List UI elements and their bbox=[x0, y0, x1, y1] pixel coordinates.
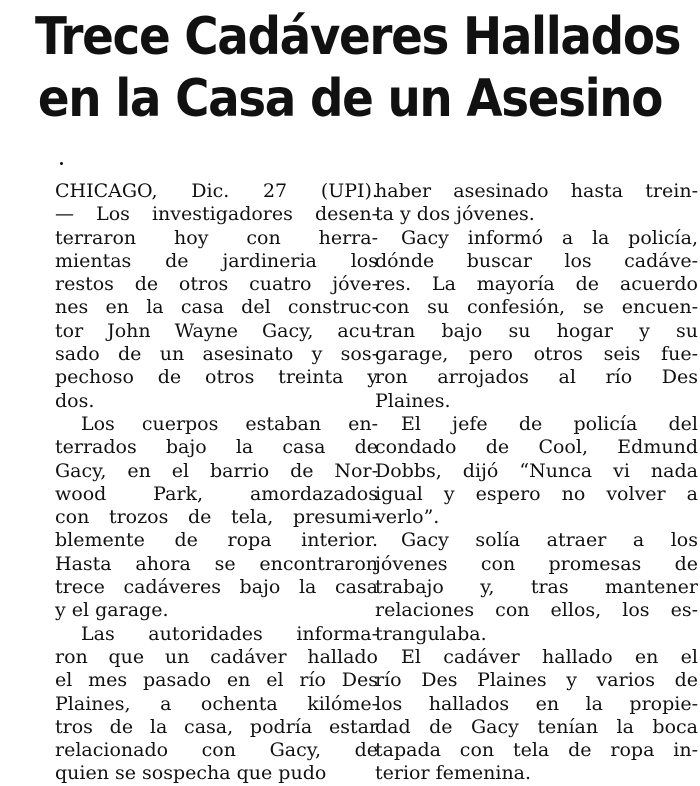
text-line: dónde buscar los cadáve- bbox=[375, 249, 698, 272]
text-line: ron arrojados al río Des bbox=[375, 366, 698, 389]
text-line: Gacy solía atraer a los bbox=[401, 529, 698, 552]
text-line: y el garage. bbox=[55, 599, 169, 622]
text-line: tapada con tela de ropa in- bbox=[375, 739, 698, 762]
article-paragraph bbox=[375, 646, 698, 786]
text-line: dos. bbox=[55, 389, 95, 412]
text-line: Plaines. bbox=[375, 389, 451, 412]
text-line: sado de un asesinato y sos- bbox=[55, 343, 378, 366]
text-line: Gacy, en el barrio de Nor- bbox=[55, 459, 378, 482]
article-paragraph bbox=[375, 529, 698, 645]
text-line: Los cuerpos estaban en- bbox=[81, 412, 378, 435]
text-line: jóvenes con promesas de bbox=[375, 552, 698, 575]
text-line: verlo”. bbox=[375, 506, 440, 529]
headline-line-2: en la Casa de un Asesino bbox=[37, 69, 663, 129]
text-line: trabajo y, tras mantener bbox=[375, 576, 698, 599]
text-line: blemente de ropa interior. bbox=[55, 529, 378, 552]
article-column-left bbox=[55, 180, 378, 786]
text-line: con su confesión, se encuen- bbox=[375, 296, 698, 319]
text-line: río Des Plaines y varios de bbox=[375, 669, 698, 692]
text-line: relaciones con ellos, los es- bbox=[375, 599, 698, 622]
article-paragraph bbox=[375, 413, 698, 529]
article-column-right bbox=[375, 180, 698, 786]
text-line: El jefe de policía del bbox=[401, 412, 698, 435]
text-line: con trozos de tela, presumi- bbox=[55, 506, 378, 529]
text-line: El cadáver hallado en el bbox=[401, 645, 698, 668]
text-line: nes en la casa del construc- bbox=[55, 296, 378, 319]
article-paragraph bbox=[55, 413, 378, 623]
text-line: dad de Gacy tenían la boca bbox=[375, 715, 698, 738]
article-paragraph bbox=[55, 623, 378, 786]
text-line: tros de la casa, podría estar bbox=[55, 715, 378, 738]
article-paragraph bbox=[375, 227, 698, 413]
text-line: trangulaba. bbox=[375, 622, 487, 645]
headline bbox=[35, 6, 681, 130]
headline-line-1: Trece Cadáveres Hallados bbox=[35, 7, 681, 67]
text-line: Gacy informó a la policía, bbox=[401, 226, 698, 249]
text-line: terrados bajo la casa de bbox=[55, 436, 378, 459]
text-line: Plaines, a ochenta kilóme- bbox=[55, 692, 378, 715]
text-line: pechoso de otros treinta y bbox=[55, 366, 378, 389]
text-line: trece cadáveres bajo la casa bbox=[55, 576, 378, 599]
text-line: restos de otros cuatro jóve- bbox=[55, 273, 378, 296]
text-line: ta y dos jóvenes. bbox=[375, 203, 535, 226]
text-line: igual y espero no volver a bbox=[375, 482, 698, 505]
text-line: haber asesinado hasta trein- bbox=[375, 180, 698, 202]
text-line: ron que un cadáver hallado bbox=[55, 645, 378, 668]
print-speck bbox=[60, 162, 63, 165]
article-paragraph bbox=[375, 180, 698, 227]
text-line: el mes pasado en el río Des bbox=[55, 669, 378, 692]
text-line: — Los investigadores desen- bbox=[55, 203, 378, 226]
text-line: terraron hoy con herra- bbox=[55, 226, 378, 249]
text-line: Las autoridades informa- bbox=[81, 622, 378, 645]
text-line: Hasta ahora se encontraron bbox=[55, 552, 378, 575]
text-line: relacionado con Gacy, de bbox=[55, 739, 378, 762]
text-line: mientas de jardineria los bbox=[55, 249, 378, 272]
text-line: res. La mayoría de acuerdo bbox=[375, 273, 698, 296]
text-line: los hallados en la propie- bbox=[375, 692, 698, 715]
text-line: Dobbs, dijó “Nunca vi nada bbox=[375, 459, 698, 482]
text-line: condado de Cool, Edmund bbox=[375, 436, 698, 459]
text-line: tor John Wayne Gacy, acu- bbox=[55, 319, 378, 342]
text-line: quien se sospecha que pudo bbox=[55, 762, 327, 785]
text-line: CHICAGO, Dic. 27 (UPI). bbox=[55, 180, 378, 202]
text-line: wood Park, amordazados bbox=[55, 482, 378, 505]
text-line: terior femenina. bbox=[375, 762, 532, 785]
article-paragraph bbox=[55, 180, 378, 413]
text-line: tran bajo su hogar y su bbox=[375, 319, 698, 342]
text-line: garage, pero otros seis fue- bbox=[375, 343, 698, 366]
